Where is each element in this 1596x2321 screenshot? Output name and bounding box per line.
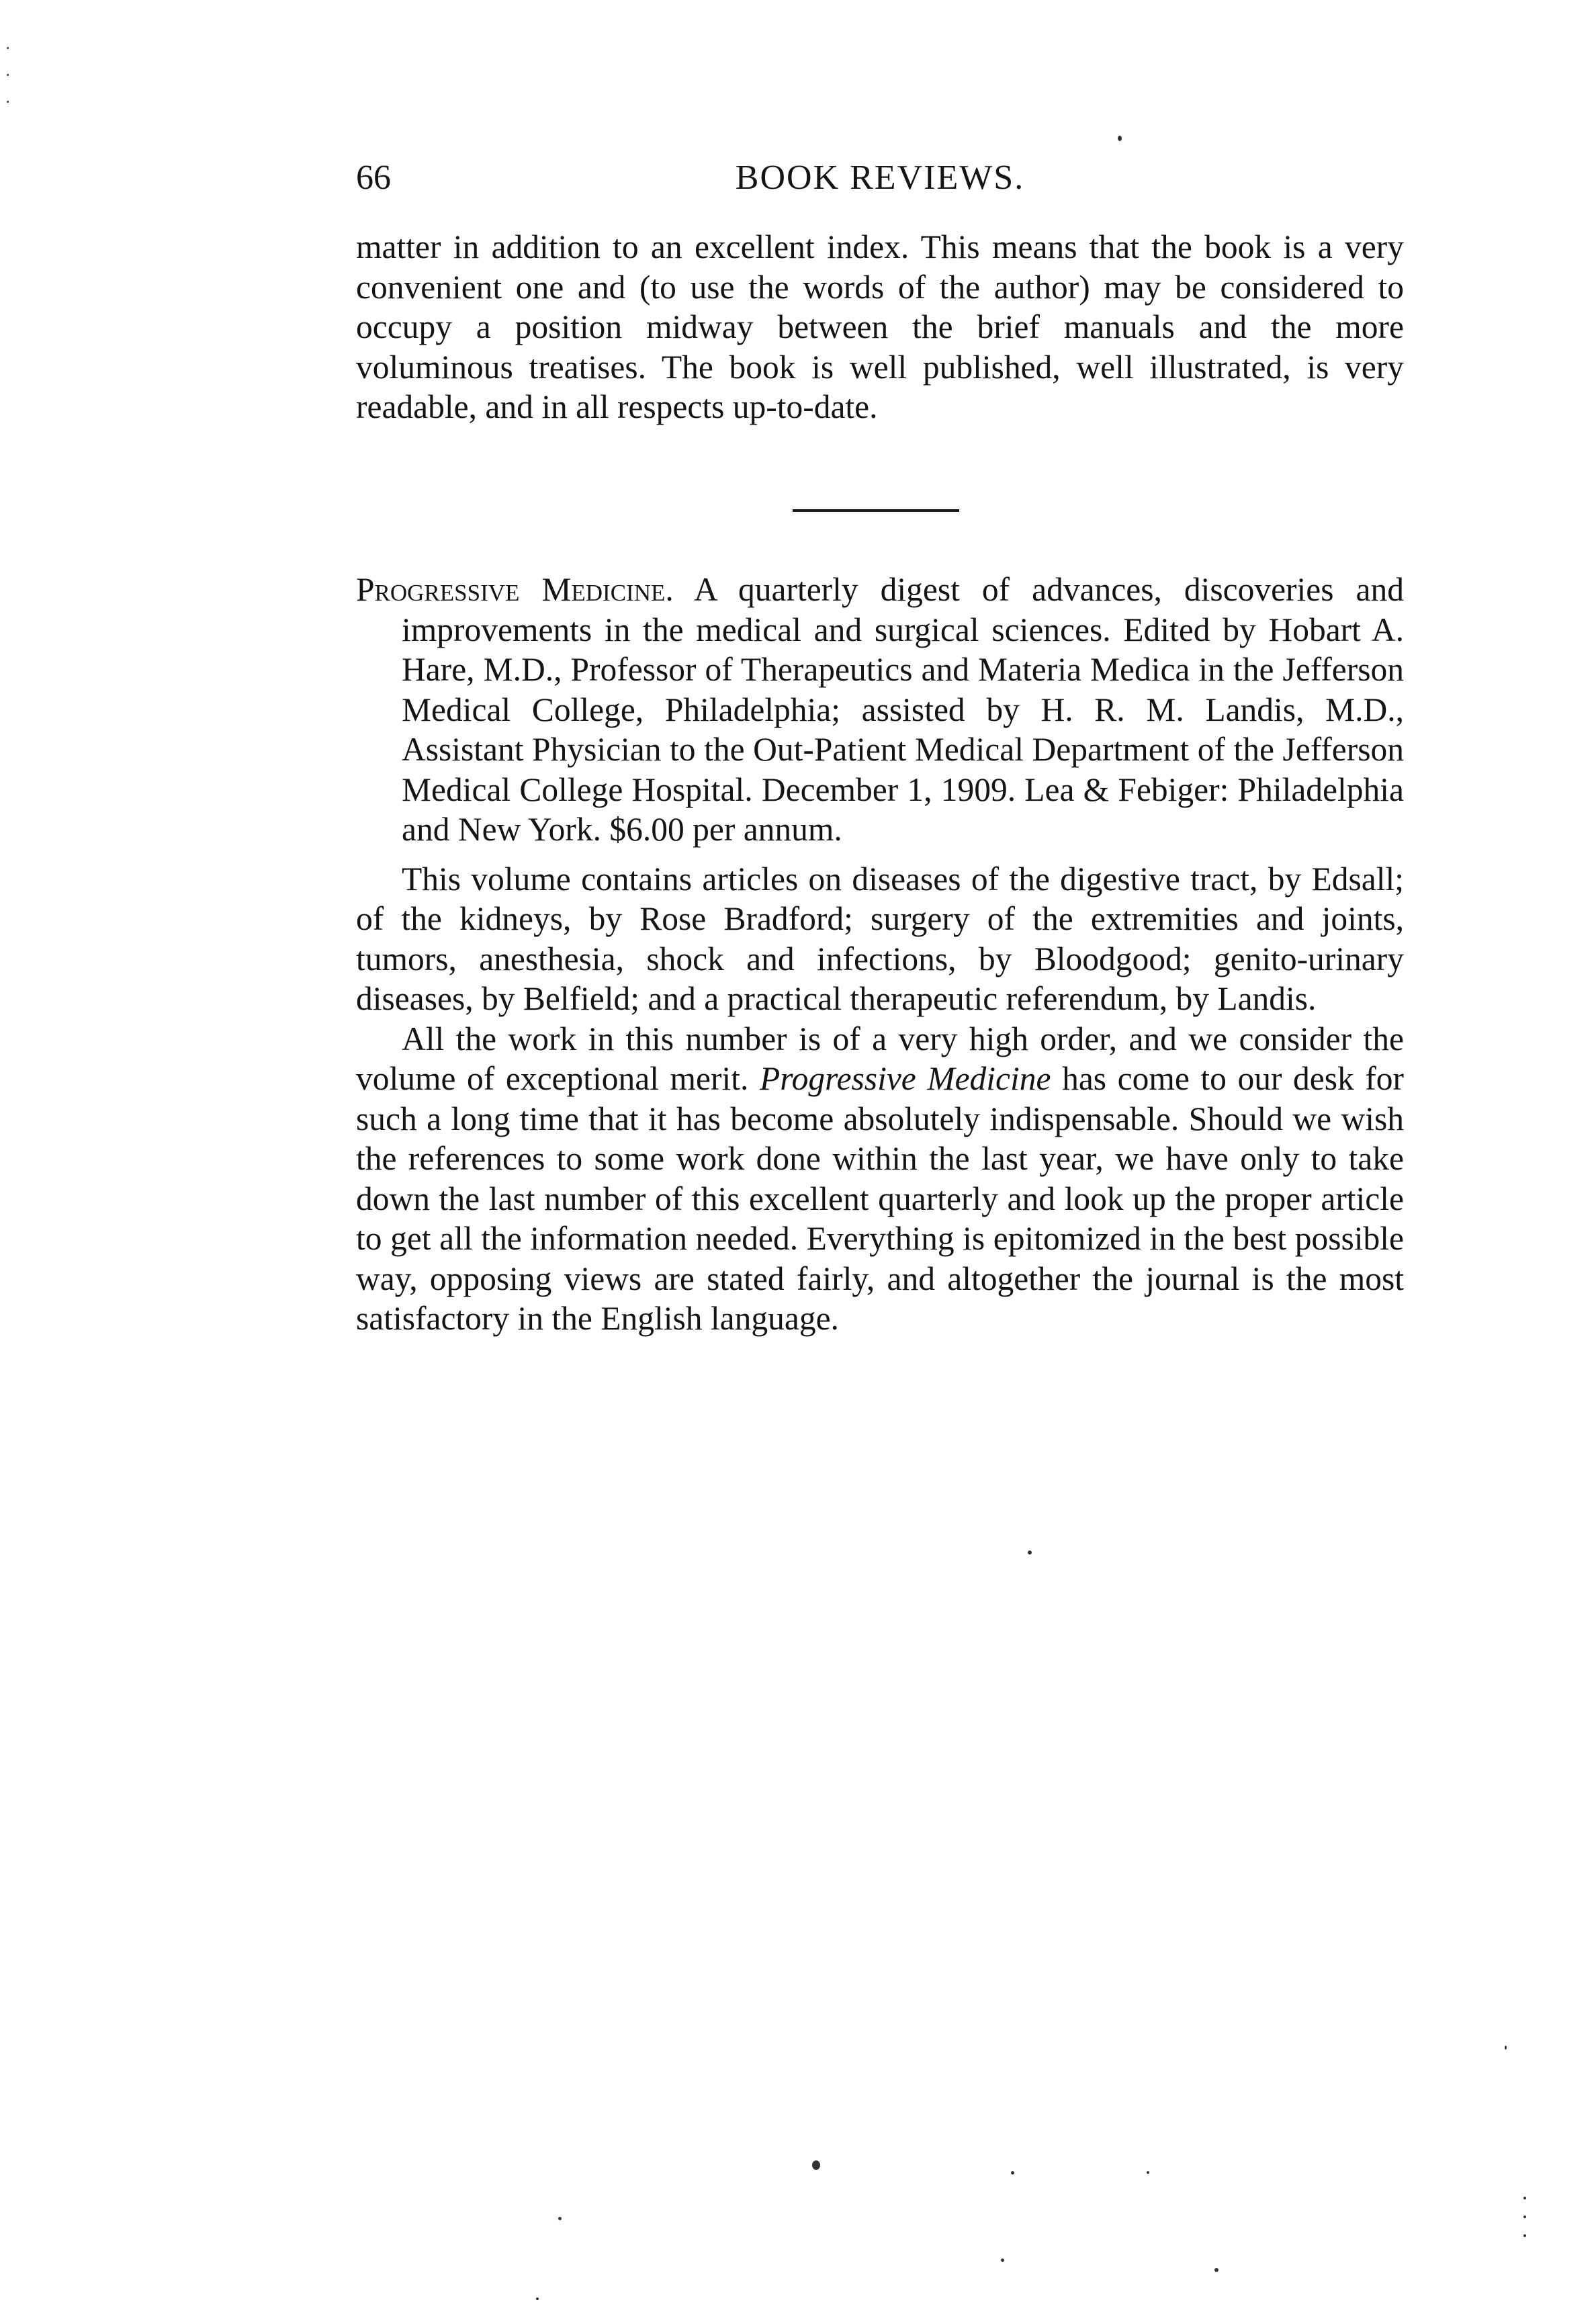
- section-divider: [793, 509, 959, 512]
- review-citation-details: A quarterly digest of advances, discoveries and improvements in the medical and surgical sciences. Edited by Hobart A. Hare, M.D., Professor of Therapeutics and Materia Medica in the Jefferson Medical College, Philadelphia; assisted by H. R. M. Landis, M.D., Assistant Physician to the Out-Patient Medical Department of the Jefferson Medical College Hospital. December 1, 1909. Lea & Febiger: Philadelphia and New York. $6.00 per annum.: [402, 571, 1404, 848]
- review-paragraph-2-start: All the work in this number is of a very high order, and we consider the volume of exceptional merit.: [356, 1020, 1404, 1097]
- review-entry: [356, 570, 1404, 1339]
- scan-speck: [1505, 2046, 1507, 2050]
- scan-speck: [1523, 2197, 1526, 2199]
- scan-speck: [558, 2217, 562, 2220]
- scan-speck: [7, 74, 9, 76]
- review-paragraph-2: [356, 1019, 1404, 1339]
- scan-speck: [536, 2297, 539, 2300]
- review-body: [356, 859, 1404, 1339]
- continued-review: [356, 227, 1404, 427]
- scan-speck: [1523, 2234, 1526, 2237]
- scan-speck: [1147, 2171, 1149, 2174]
- running-head: BOOK REVIEWS.: [735, 159, 1025, 197]
- page-number: 66: [356, 159, 391, 197]
- scan-speck: [812, 2160, 820, 2170]
- scan-speck: [7, 47, 9, 49]
- continued-review-paragraph: matter in addition to an excellent index. This means that the book is a very convenient one and (to use the words of the author) may be considered to occupy a position midway between the brief manuals and the more voluminous treatises. The book is well published, well illustrated, is very readable, and in all respects up-to-date.: [356, 228, 1404, 425]
- scan-speck: [1523, 2216, 1526, 2218]
- scan-speck: [1028, 1550, 1032, 1554]
- journal-title-italic: Progressive Medicine: [759, 1060, 1051, 1097]
- scan-speck: [1118, 136, 1122, 141]
- scan-speck: [1011, 2171, 1014, 2175]
- review-book-title: Progressive Medicine.: [356, 571, 674, 608]
- scan-speck: [7, 101, 9, 103]
- scan-speck: [1001, 2259, 1004, 2262]
- scan-speck: [1214, 2268, 1218, 2272]
- review-citation: [356, 570, 1404, 850]
- page-header: [356, 155, 1404, 202]
- review-paragraph-1: This volume contains articles on diseases of the digestive tract, by Edsall; of the kidneys, by Rose Bradford; surgery of the extremities and joints, tumors, anesthesia, shock and infections, by Bloodgood; genito-urinary diseases, by Belfield; and a practical therapeutic referendum, by Landis.: [356, 860, 1404, 1017]
- review-paragraph-2-end: has come to our desk for such a long time that it has become absolutely indispensable. Should we wish the references to some work done within the last year, we have only to take down the last number of this excellent quarterly and look up the proper article to get all the information needed. Everything is epitomized in the best possible way, opposing views are stated fairly, and altogether the journal is the most satisfactory in the English language.: [356, 1060, 1405, 1337]
